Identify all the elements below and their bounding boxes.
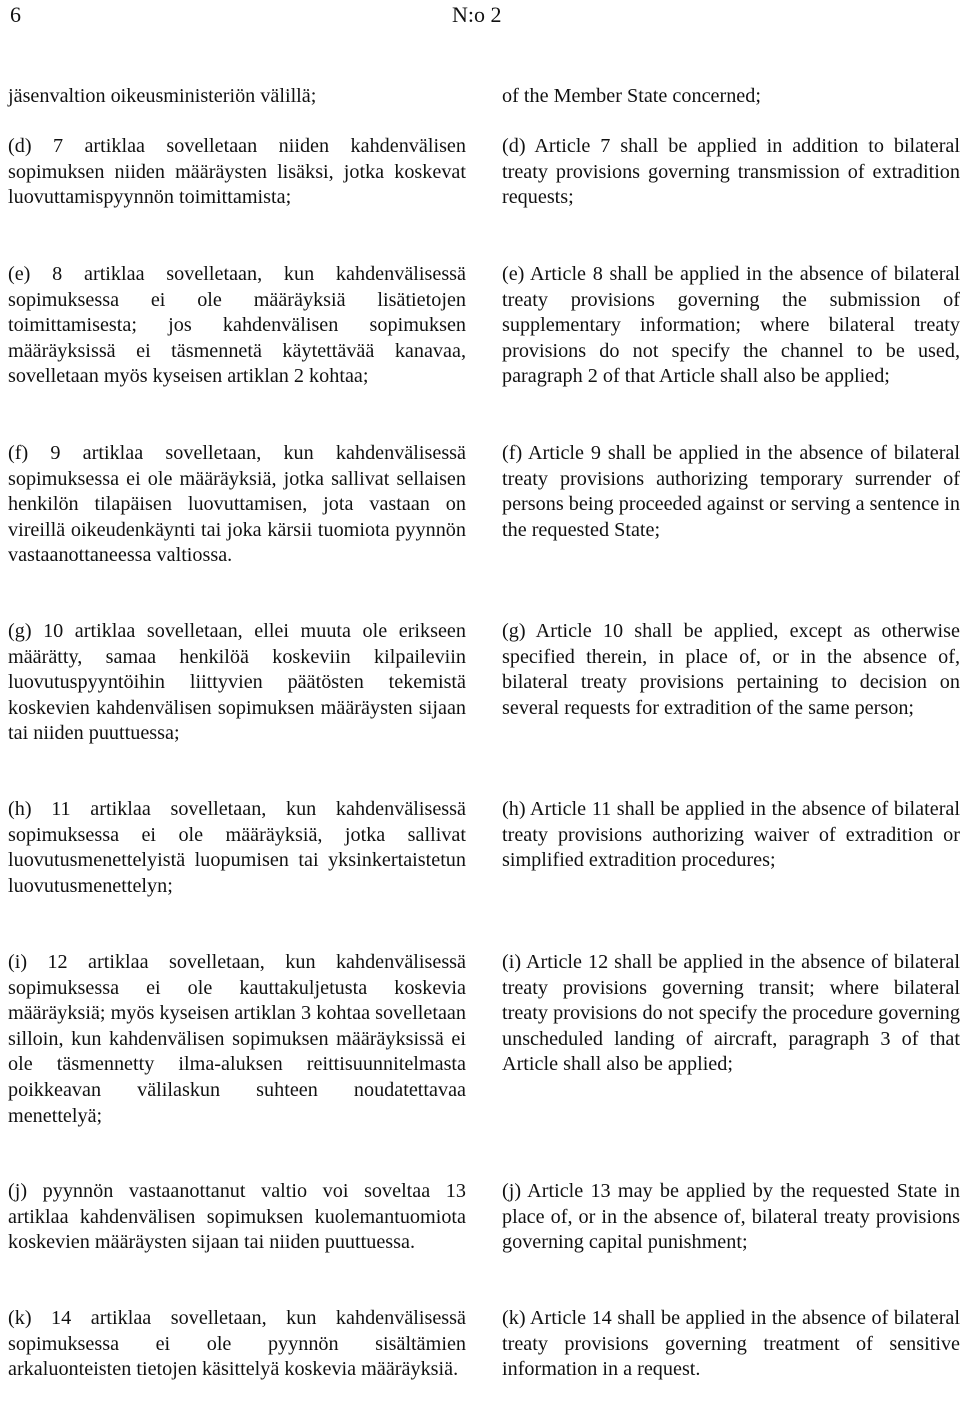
en-paragraph-j: (j) Article 13 may be applied by the requested State in place of, or in the absence of, bilateral treaty provisions governing capital punishment; [502,1180,960,1254]
fi-paragraph-g: (g) 10 artiklaa sovelletaan, ellei muuta ole erikseen määrätty, samaa henkilöä koskeviin kilpaileviin luovutuspyyntöihin liittyvien päätösten tekemistä koskevien kahdenvälisen sopimuksen määräysten sijaan tai niiden puuttuessa; [8,620,466,745]
fi-paragraph-k: (k) 14 artiklaa sovelletaan, kun kahdenvälisessä sopimuksessa ei ole pyynnön sisältämien arkaluonteisten tietojen käsittelyä koskevia määräyksiä. [8,1307,466,1381]
page-header [0,0,960,40]
issue-number: N:o 2 [452,2,502,27]
fi-paragraph-f: (f) 9 artiklaa sovelletaan, kun kahdenvälisessä sopimuksessa ei ole määräyksiä, jotka sallivat sellaisen henkilön tilapäisen luovuttamisen, jota vastaan on vireillä oikeudenkäynti tai joka kärsii tuomiota pyynnön vastaanottaneessa valtiossa. [8,442,466,567]
en-paragraph-i: (i) Article 12 shall be applied in the absence of bilateral treaty provisions governing transit; where bilateral treaty provisions do not specify the procedure governing unscheduled landing of aircraft, paragraph 3 of that Article shall also be applied; [502,951,960,1076]
page-number: 6 [10,2,21,27]
en-paragraph-e: (e) Article 8 shall be applied in the absence of bilateral treaty provisions governing the submission of supplementary information; where bilateral treaty provisions do not specify the channel to be used, paragraph 2 of that Article shall also be applied; [502,263,960,388]
fi-paragraph-d: (d) 7 artiklaa sovelletaan niiden kahdenvälisen sopimuksen niiden määräysten lisäksi, jotka koskevat luovuttamispyynnön toimittamista; [8,135,466,209]
fi-paragraph-i: (i) 12 artiklaa sovelletaan, kun kahdenvälisessä sopimuksessa ei ole kauttakuljetusta koskevia määräyksiä; myös kyseisen artiklan 3 kohtaa sovelletaan silloin, kun kahdenvälisen sopimuksen määräyksissä ei ole täsmennetty ilma-aluksen reittisuunnitelmasta poikkeavan välilaskun suhteen noudatettavaa menettelyä; [8,951,466,1127]
en-paragraph-k: (k) Article 14 shall be applied in the absence of bilateral treaty provisions governing treatment of sensitive information in a request. [502,1307,960,1381]
en-paragraph-g: (g) Article 10 shall be applied, except as otherwise specified therein, in place of, or in the absence of, bilateral treaty provisions pertaining to decision on several requests for extradition of the same person; [502,620,960,719]
en-paragraph-f: (f) Article 9 shall be applied in the absence of bilateral treaty provisions authorizing temporary surrender of persons being proceeded against or serving a sentence in the requested State; [502,442,960,541]
fi-paragraph-intro: jäsenvaltion oikeusministeriön välillä; [8,85,317,107]
fi-paragraph-h: (h) 11 artiklaa sovelletaan, kun kahdenvälisessä sopimuksessa ei ole määräyksiä, jotka sallivat luovutusmenettelyistä luopumisen tai yksinkertaistetun luovutusmenettelyn; [8,798,466,897]
fi-paragraph-j: (j) pyynnön vastaanottanut valtio voi soveltaa 13 artiklaa kahdenvälisen sopimuksen kuolemantuomiota koskevien määräysten sijaan tai niiden puuttuessa. [8,1180,466,1254]
en-paragraph-d: (d) Article 7 shall be applied in addition to bilateral treaty provisions governing transmission of extradition requests; [502,135,960,209]
en-paragraph-intro: of the Member State concerned; [502,85,761,107]
en-paragraph-h: (h) Article 11 shall be applied in the absence of bilateral treaty provisions authorizing waiver of extradition or simplified extradition procedures; [502,798,960,872]
fi-paragraph-e: (e) 8 artiklaa sovelletaan, kun kahdenvälisessä sopimuksessa ei ole määräyksiä lisätietojen toimittamisesta; jos kahdenvälisen sopimuksen määräyksissä ei täsmennetä käytettävää kanavaa, sovelletaan myös kyseisen artiklan 2 kohtaa; [8,263,466,388]
